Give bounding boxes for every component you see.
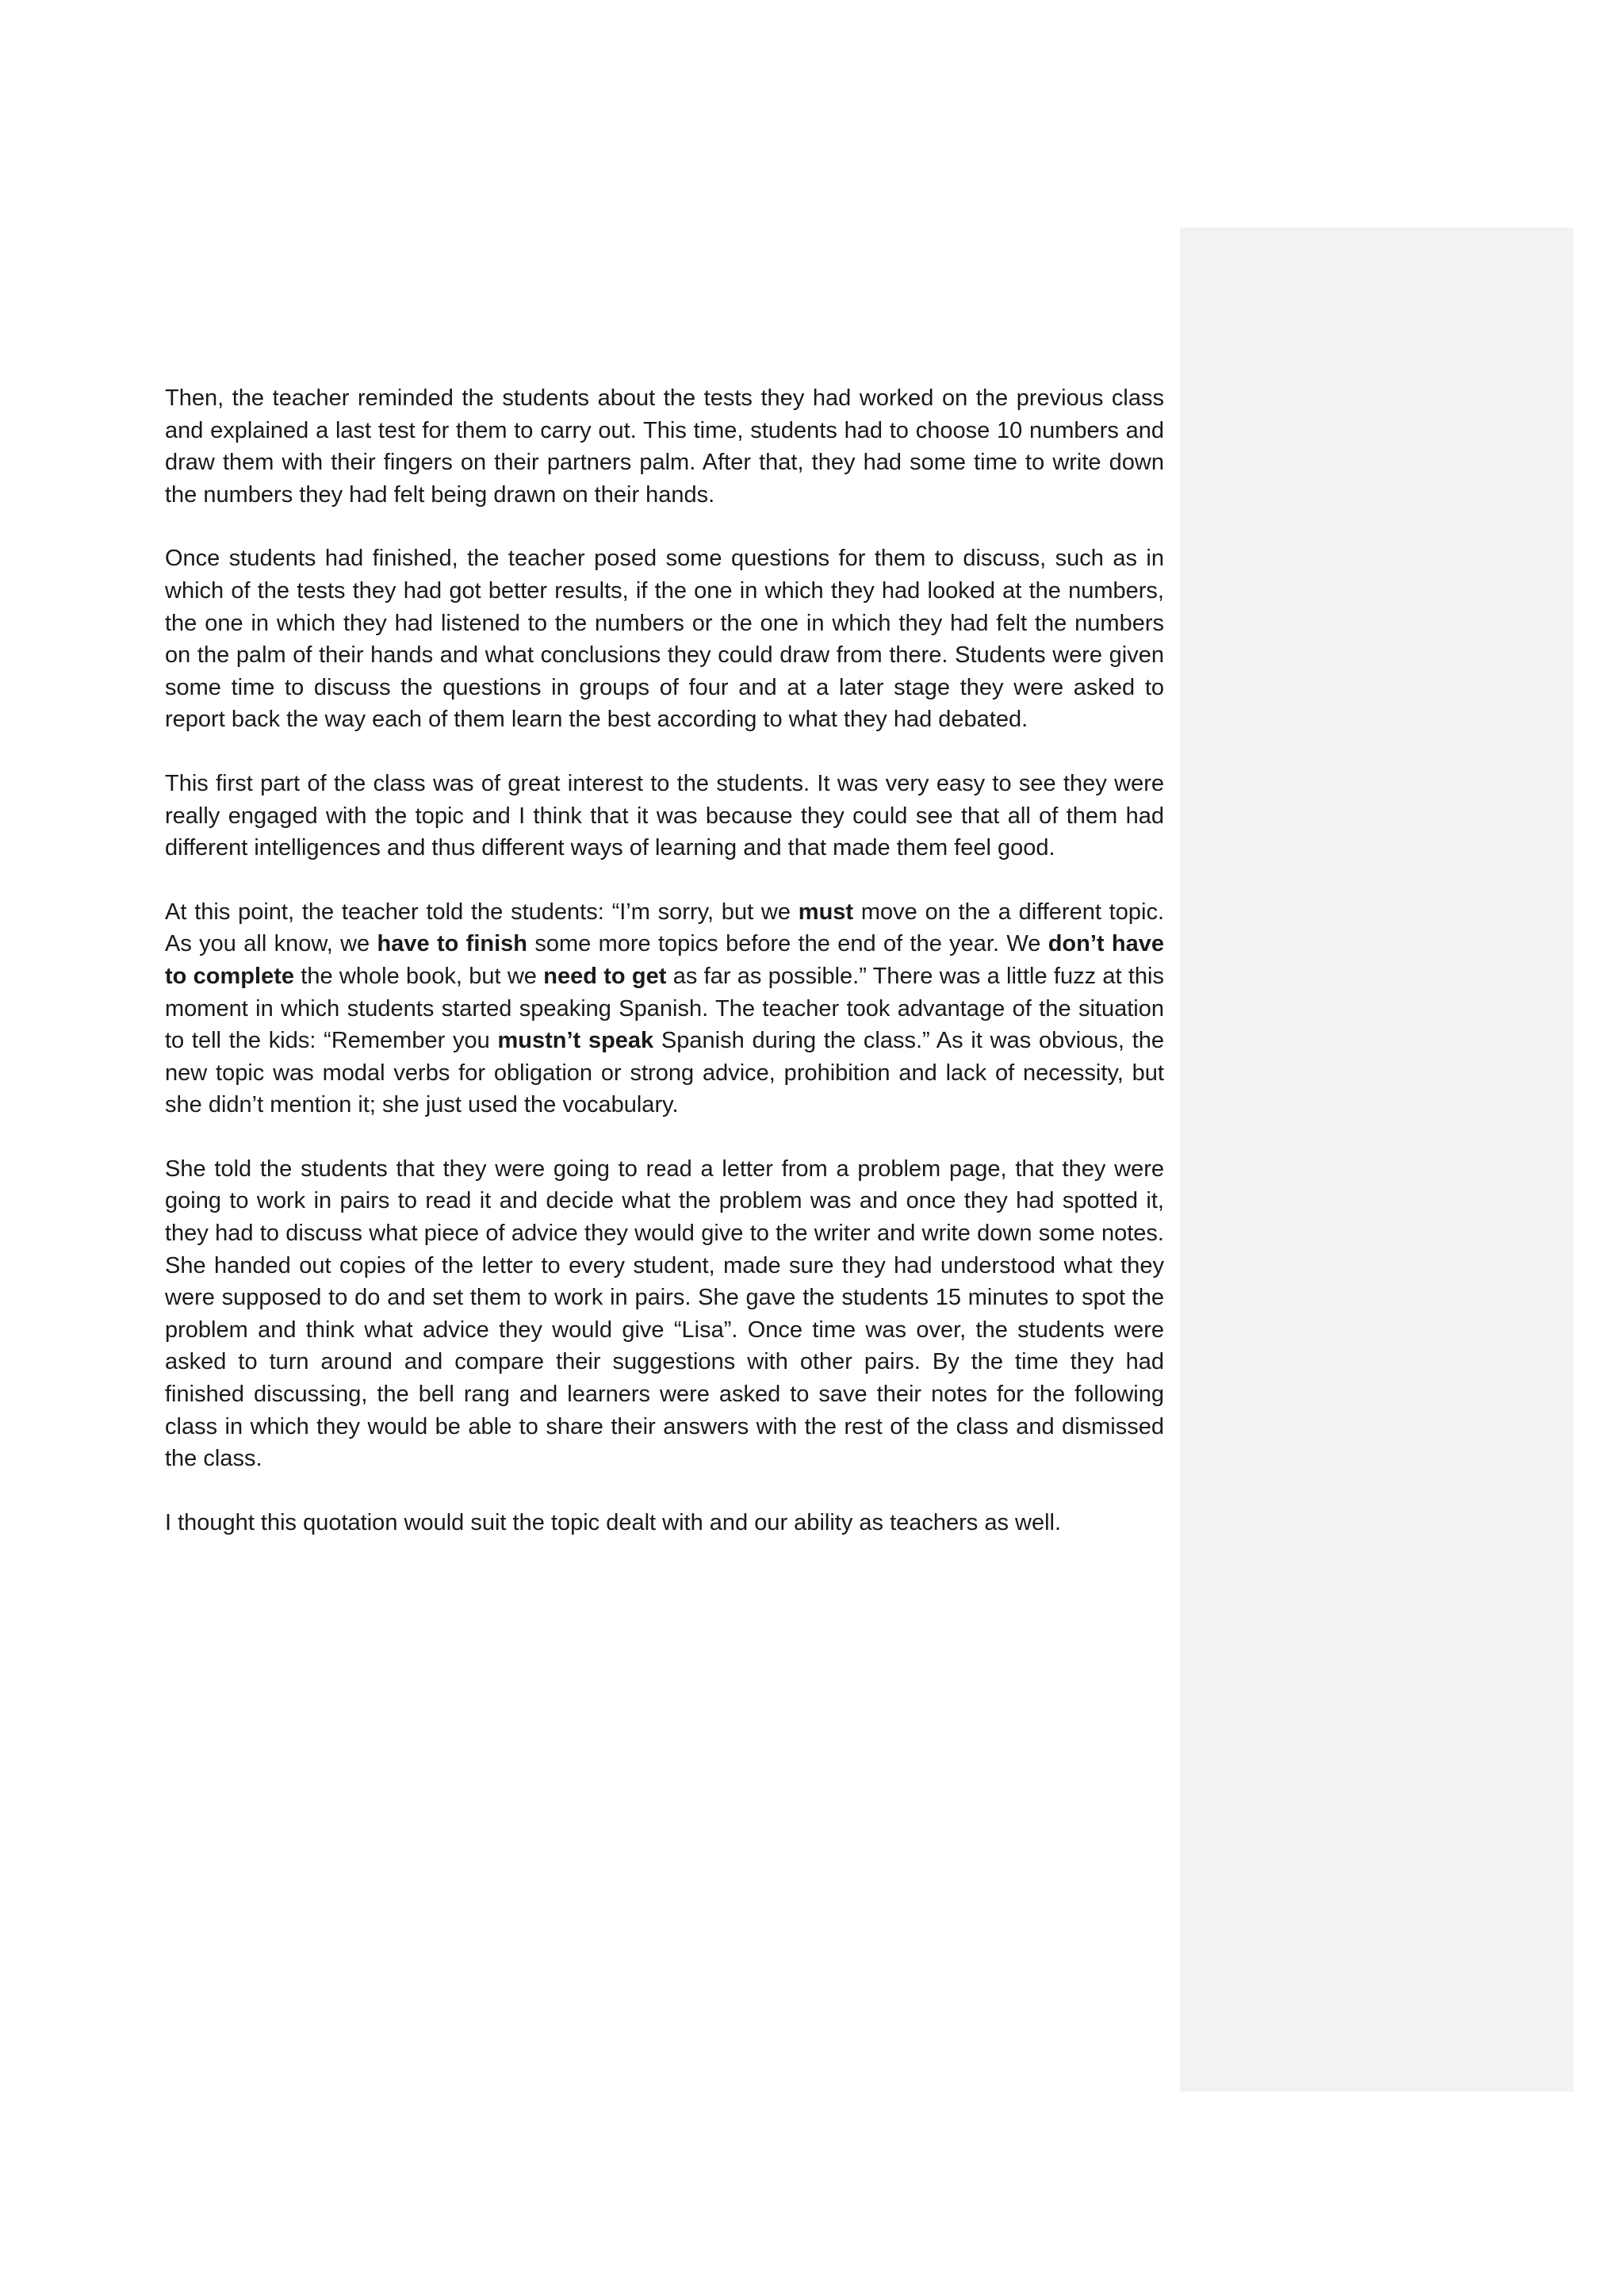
text-run: Then, the teacher reminded the students about the tests they had worked on the previous class and explained a last test for them to carry out. This time, students had to choose 10 numbers and draw them with their fingers on their partners palm. After that, they had some time to write down the numbers they had felt being drawn on their hands. xyxy=(165,385,1164,508)
paragraph xyxy=(165,382,1164,511)
text-run: Once students had finished, the teacher posed some questions for them to discuss, such as in which of the tests they had got better results, if the one in which they had looked at the numbers, the one in which they had listened to the numbers or the one in which they had felt the numbers on the palm of their hands and what conclusions they could draw from there. Students were given some time to discuss the questions in groups of four and at a later stage they were asked to report back the way each of them learn the best according to what they had debated. xyxy=(165,546,1164,733)
paragraph xyxy=(165,1507,1164,1539)
text-run: At this point, the teacher told the students: “I’m sorry, but we xyxy=(165,899,799,925)
text-run: Spanish during the class.” As it was obvious, the new topic was modal verbs for obligation or strong advice, prohibition and lack of necessity, but she didn’t mention it; she just used the vocabulary. xyxy=(165,1028,1165,1118)
paragraph xyxy=(165,896,1164,1121)
text-run: move on the a different topic. As you all know, we xyxy=(165,899,1164,957)
paragraph xyxy=(165,542,1164,736)
text-run: I thought this quotation would suit the topic dealt with and our ability as teachers as well. xyxy=(165,1509,1062,1535)
document-body xyxy=(165,382,1164,1570)
paragraph xyxy=(165,1153,1164,1475)
bold-text-run: need to get xyxy=(543,963,667,989)
text-run: as far as possible.” There was a little fuzz at this moment in which students started speaking Spanish. The teacher took advantage of the situation to tell the kids: “Remember you xyxy=(165,963,1164,1054)
text-run: She told the students that they were going to read a letter from a problem page, that they were going to work in pairs to read it and decide what the problem was and once they had spotted it, they had to discuss what piece of advice they would give to the writer and write down some notes. She handed out copies of the letter to every student, made sure they had understood what they were supposed to do and set them to work in pairs. She gave the students 15 minutes to spot the problem and think what advice they would give “Lisa”. Once time was over, the students were asked to turn around and compare their suggestions with other pairs. By the time they had finished discussing, the bell rang and learners were asked to save their notes for the following class in which they would be able to share their answers with the rest of the class and dismissed the class. xyxy=(165,1156,1164,1472)
text-run: the whole book, but we xyxy=(294,963,544,989)
text-run: This first part of the class was of great interest to the students. It was very easy to see they were really engaged with the topic and I think that it was because they could see that all of them had different intelligences and thus different ways of learning and that made them feel good. xyxy=(165,770,1164,861)
bold-text-run: don’t have to complete xyxy=(165,931,1164,989)
bold-text-run: have to finish xyxy=(377,931,527,957)
comment-margin-pane xyxy=(1180,228,1573,2091)
text-run: some more topics before the end of the year. We xyxy=(527,931,1048,957)
paragraph xyxy=(165,768,1164,864)
bold-text-run: must xyxy=(798,899,854,925)
bold-text-run: mustn’t speak xyxy=(497,1028,654,1054)
